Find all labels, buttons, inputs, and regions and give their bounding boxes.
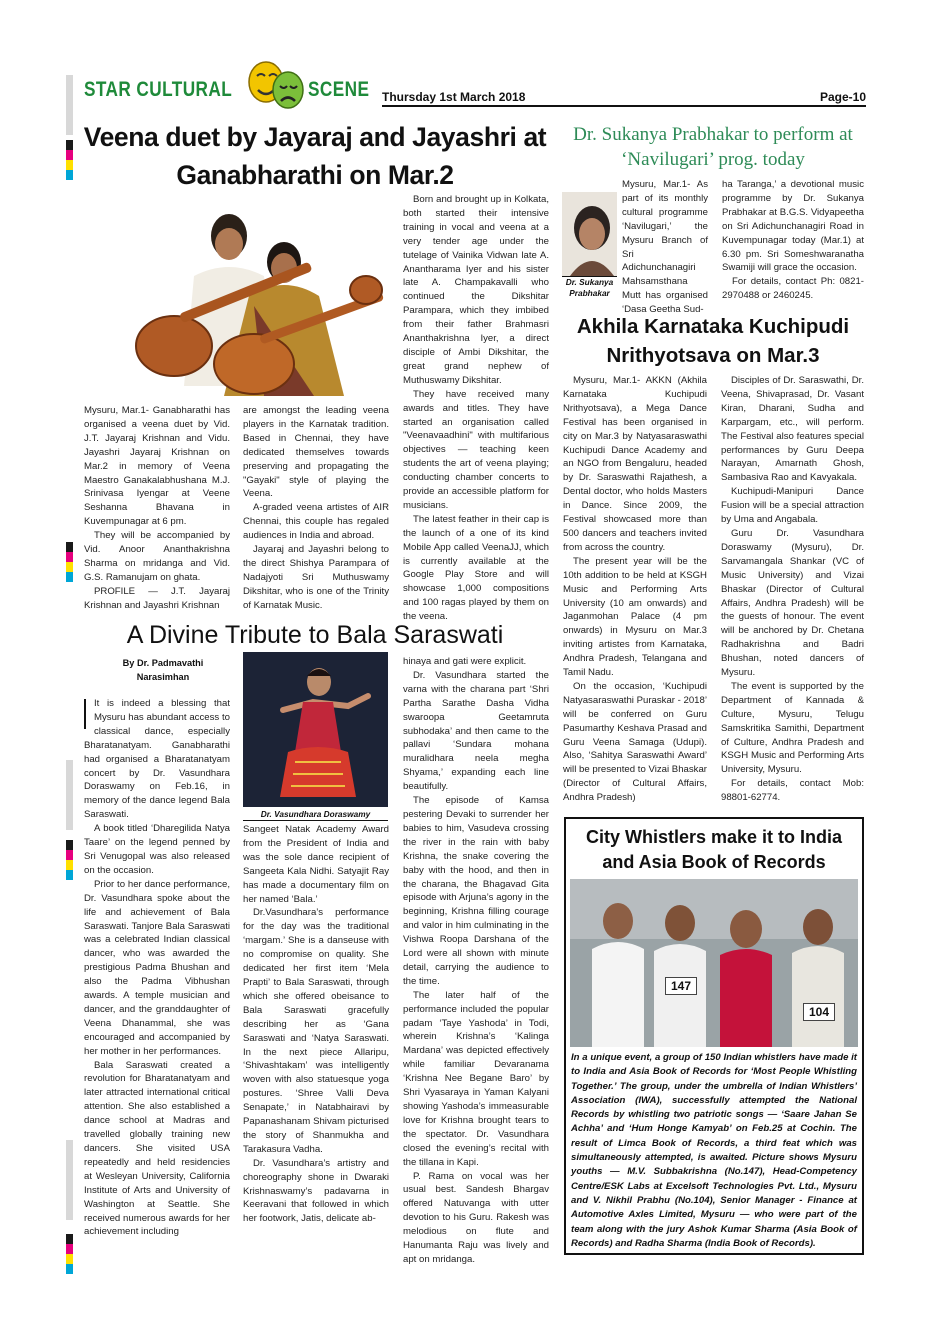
veena-col1-para-1: Mysuru, Mar.1- Ganabharathi has organised a veena duet by Vid. J.T. Jayaraj Krishnan and Vidu. Jayashri Jayaraj Krishnan on Mar.2 in memory of Veena Maestro Ganakalabhushana M.J. Srinivasa Iyengar at Veene Seshanna Bhavana in Kuvempunagar at 6 pm. [84, 405, 230, 528]
tribute-col2-para-3: Dr. Vasundhara’s artistry and choreography shone in Dwaraki Krishnaswamy’s padavarna in Keeravani that followed in which her footwork, Jatis, delicate ab- [243, 1157, 389, 1225]
sukanya-column-2 [722, 178, 864, 308]
sukanya-col1-para [568, 178, 708, 317]
registration-strip-middle [66, 840, 73, 880]
badge-147: 147 [665, 977, 697, 995]
kuchipudi-column-1 [563, 374, 707, 814]
veena-col1-para-3: PROFILE — J.T. Jayaraj Krishnan and Jayashri Krishnan [84, 585, 230, 611]
vasundhara-photo-caption: Dr. Vasundhara Doraswamy [260, 809, 371, 819]
veena-col2-para-2: A-graded veena artistes of AIR Chennai, this couple has regaled audiences in India and abroad. [243, 502, 389, 542]
tribute-col3-para-5: P. Rama on vocal was her usual best. Sandesh Bhargav offered Natuvanga with utter devotion to his Guru. Rakesh was melodious on flute and Hanumanta Raju was lively and apt on mridanga. [403, 1170, 549, 1265]
veena-column-3 [403, 193, 549, 623]
margin-shade-top [66, 75, 73, 135]
tribute-column-2 [243, 823, 389, 1263]
veena-col1-para-2: They will be accompanied by Vid. Anoor Ananthakrishna Sharma on mridanga and Vid. G.S. Ramanujam on ghata. [84, 530, 230, 583]
tribute-col3-para-2: Dr. Vasundhara started the varna with the charana part ‘Shri Partha Sarathe Dasha Vidha swaroopa Geetamruta subhodaka’ and then came to the pallavi ‘Sundara mohana muralidhara neela megha Shyama,’ expanding each line beautifully. [403, 669, 549, 793]
whistlers-caption: In a unique event, a group of 150 Indian whistlers have made it to India and Asia Book of Records for ‘Most People Whistling Together.’ The group, under the umbrella of Indian Whistlers’ Association (IWA), successfully attempted the National Records by whistling two patriotic songs — ‘Saare Jahan Se Achha’ and ‘Hum Honge Kamyab’ on Feb.25 at Cochin. The result of Limca Book of Records, a third feat which was simultaneously attempted, is awaited. Picture shows Mysuru youths — M.V. Subbakrishna (No.147), Head-Competency Centre/ESK Labs at Excelsoft Technologies Pvt. Ltd., Mysuru and V. Nikhil Prabhu (No.104), Senior Manager - Finance at Automotive Axles Limited, Mysuru — who were part of the team along with the jury Ashok Kumar Sharma (Asia Book of Records) and Radha Sharma (India Book of Records). [571, 1052, 857, 1249]
veena-duo-photo [84, 196, 392, 398]
veena-col2-para-1: are amongst the leading veena players in the Karnatak tradition. Based in Chennai, they have dedicated themselves towards preserving and propagating the "Gayaki" style of playing the Veena. [243, 405, 389, 500]
kuchipudi-col2-para-1: Disciples of Dr. Saraswathi, Dr. Veena, Shivaprasad, Dr. Vasant Kiran, Dharani, Sudha and Karpargam, etc., will perform. The Festival also features special performances by Guru Deepa Narayan, Amarnath Ghosh, Sambasiva Rao and Kavyakala. [721, 375, 864, 484]
veena-col3-para-3: The latest feather in their cap is the launch of a one of its kind Mobile App called VeenaJJ, which is currently available at the Google Play Store and will showcase 1,000 compositions and 100 ragas played by them on the veena. [403, 513, 549, 623]
masthead [82, 60, 866, 108]
sukanya-col2-para-1: ha Taranga,’ a devotional music programme by Dr. Sukanya Prabhakar at B.G.S. Vidyapeetha on Sri Adichunchanagiri Road in Kuvempunagar today (Mar.1) at 6.30 pm. Sri Someshwaranatha Swamiji will grace the occasion. [722, 179, 864, 274]
kuchipudi-column-2 [721, 374, 864, 814]
sukanya-col1-text: Mysuru, Mar.1- As part of its monthly cultural programme ‘Navilugari,’ the Mysuru Branch of Sri Adichunchanagiri Mahsamsthana Mutt has organised ‘Dasa Geetha Sud- [622, 179, 708, 316]
veena-column-2 [243, 404, 389, 614]
whistlers-group-photo [570, 879, 858, 1047]
kuchipudi-col2-para-2: Kuchipudi-Manipuri Dance Fusion will be a special attraction by Uma and Angabala. [721, 486, 864, 526]
masthead-rule [382, 105, 866, 107]
sukanya-col2-para-2: For details, contact Ph: 0821-2970488 or 2460245. [722, 276, 864, 302]
tribute-col1-para-3: Prior to her dance performance, Dr. Vasundhara spoke about the life and achievement of Bala Saraswati. Tanjore Bala Saraswati was a celebrated Indian classical dancer, who was awarded the prestigious Padma Bhushan and also the Padma Vibhushan awards. A temple musician and dancer, and the granddaughter of Veena Dhanammal, she was encouraged and accompanied by her mother in her performances. [84, 878, 230, 1057]
whistlers-box [564, 817, 864, 1255]
kuchipudi-headline: Akhila Karnataka Kuchipudi Nrithyotsava on Mar.3 [576, 315, 850, 367]
tribute-column-1 [84, 697, 230, 1263]
kuchipudi-col2-para-5: For details, contact Mob: 98801-62774. [721, 778, 864, 804]
tribute-column-3 [403, 655, 549, 1263]
tribute-col2-para-1: Sangeet Natak Academy Award from the President of India and was the sole dance recipient of Sangeeta Kala Nidhi. Satyajit Ray has made a documentary film on her named ‘Bala.’ [243, 824, 389, 905]
kuchipudi-col1-para-3: On the occasion, ‘Kuchipudi Natyasaraswathi Puraskar - 2018’ will be conferred on Guru Pasumarthy Keshava Prasad and Guru Veena Samaga (Udupi). Also, ‘Sahitya Saraswathi Award’ will be presented to Vizai Bhaskar (Director of Cultural Affairs, Andhra Pradesh) [563, 680, 707, 804]
masthead-right-title: SCENE [308, 78, 370, 101]
page-number: Page-10 [819, 90, 866, 104]
kuchipudi-col1-para-1: Mysuru, Mar.1- AKKN (Akhila Karnataka Kuchipudi Nrithyotsava), a Mega Dance Festival has been organised in city on Mar.3 by Natyasaraswathi Kuchipudi Dance Academy and an NGO from Bengaluru, headed by Dr. Saraswathi Rajathesh, a Dental doctor, who holds Masters in Dance. Since 2009, the Festival showcased more than 500 dancers and teachers invited from across the country. [563, 375, 707, 553]
veena-headline: Veena duet by Jayaraj and Jayashri at Ganabharathi on Mar.2 [83, 122, 547, 190]
veena-col3-para-2: They have received many awards and titles. They have started an organisation called "Veenavaadhini" with multifarious objectives — teaching keen students the art of veena playing; conducting chamber concerts to provide an accessible platform for musicians. [403, 388, 549, 511]
tribute-dropcap-rule [84, 699, 88, 729]
whistlers-headline: City Whistlers make it to India and Asia Book of Records [585, 827, 843, 872]
registration-strip-top [66, 140, 73, 180]
registration-strip-upper [66, 542, 73, 582]
veena-col3-para-1: Born and brought up in Kolkata, both started their intensive training in vocal and veena at a very tender age under the tutelage of Vainika Vidwan late A. Anantharama Iyer and his sister late A. Champakavalli who continued the Dikshitar Parampara, which they imbibed from their father Brahmasri Ananthakrishna Iyer, a direct disciple of Ambi Dikshitar, the great grand nephew of Muthuswamy Dikshitar. [403, 194, 549, 386]
tribute-byline: By Dr. Padmavathi Narasimhan [122, 658, 204, 682]
tribute-col2-para-2: Dr.Vasundhara’s performance for the day was the traditional ‘margam.’ She is a danseuse with no compromise on quality. She dedicated her first item ‘Mela Prapti’ to Bala Saraswati, through which she offered obeisance to Bala Saraswati gracefully describing her as ‘Gana Saraswati and ‘Natya Saraswati. In the next piece Allaripu, ‘Shivashtakam’ was intelligently woven with also statuesque yoga postures. ‘Shree Valli Deva Senapate,’ in Natabhairavi by Papanashanam Shivam picturised the story of Shanmukha and Tarakasura Vadha. [243, 907, 389, 1155]
tribute-col3-para-4: The later half of the performance included the popular padam ‘Taye Yashoda’ in Todi, wherein Krishna’s ‘Kalinga Mardana’ was depicted effectively while familiar Devaranama ‘Krishna Nee Begane Baro’ by Shri Vyasaraya in Yaman Kalyani showing Yashoda’s immeasurable love for Krishna brought tears to the spectator. Dr. Vasundhara closed the evening’s recital with the tillana in Kapi. [403, 989, 549, 1168]
veena-col2-para-3: Jayaraj and Jayashri belong to the direct Shishya Parampara of Nadajyoti Sri Muthuswamy Dikshitar, who is one of the Trinity of Karnatak Music. [243, 544, 389, 611]
kuchipudi-col2-para-3: Guru Dr. Vasundhara Doraswamy (Mysuru), Dr. Sarvamangala Shankar (VC of Music University) and Vizai Bhaskar (Director of Cultural Affairs, Andhra Pradesh) will be the guests of honour. The event will be anchored by Dr. Chetana Radhakrishna and Badri Bhushan, noted dancers of Mysuru. [721, 527, 864, 679]
veena-column-1 [84, 404, 230, 614]
tribute-headline: A Divine Tribute to Bala Saraswati [126, 621, 504, 649]
margin-shade-mid [66, 760, 73, 830]
kuchipudi-col2-para-4: The event is supported by the Department of Kannada & Culture, Mysuru, Telugu Samskritika Samithi, Department of Culture, Andhra Pradesh and KSGH Music and Performing Arts University, Mysuru. [721, 680, 864, 776]
theatre-masks-icon [242, 60, 310, 110]
badge-104: 104 [803, 1003, 835, 1021]
tribute-col1-para-4: Bala Saraswati created a revolution for Bharatanatyam and later attracted international critical attention. She also established a dance school at Madras and travelled globally training new dancers. She visited USA repeatedly and held residencies at Wesleyan University, California Institute of Arts and University of Washington at Seattle. She received numerous awards for her achievement including [84, 1059, 230, 1238]
tribute-col3-para-1: hinaya and gati were explicit. [403, 656, 527, 667]
vasundhara-dance-photo [243, 652, 388, 807]
margin-shade-low [66, 1140, 73, 1220]
vasundhara-caption-rule [243, 820, 388, 821]
tribute-col1-para-2: A book titled ‘Dharegilida Natya Taare’ on the legend penned by Sri Venugopal was also released on the occasion. [84, 823, 230, 876]
masthead-left-title: STAR CULTURAL [84, 78, 233, 101]
kuchipudi-col1-para-2: The present year will be the 10th addition to be held at KSGH Music and Performing Arts University (10 am onwards) and Jaganmohan Palace (4 pm onwards) in Mysuru on Mar.3 inviting artistes from Karnataka, Andhra Pradesh, Telangana and Tamil Nadu. [563, 555, 707, 679]
sukanya-headline: Dr. Sukanya Prabhakar to perform at ‘Navilugari’ prog. today [573, 124, 853, 170]
tribute-col1-para-1 [84, 697, 230, 822]
tribute-col1-text-1: It is indeed a blessing that Mysuru has abundant access to classical dance, especially Bharatanatyam. Ganabharathi had organised a Bharatanatyam concert by Dr. Vasundhara Doraswamy on Feb.16, in memory of the dance legend Bala Saraswati. [84, 698, 230, 821]
tribute-col3-para-3: The episode of Kamsa pestering Devaki to surrender her babies to him, Vasudeva crossing the river in the rain with baby Krishna, the snake covering the baby with the hood, and then in the charana, the Bhagavad Gita episode with Arjuna’s agony in the beginning, Krishna filling courage and valor in him culminating in the Vishwa Roopa Darshana of the Lord were all shown with minute detail, carrying the audience to the time. [403, 795, 549, 987]
sukanya-column-1 [568, 178, 708, 316]
issue-date: Thursday 1st March 2018 [382, 90, 526, 104]
registration-strip-bottom [66, 1234, 73, 1274]
sukanya-photo-caption: Dr. Sukanya Prabhakar [565, 277, 614, 298]
